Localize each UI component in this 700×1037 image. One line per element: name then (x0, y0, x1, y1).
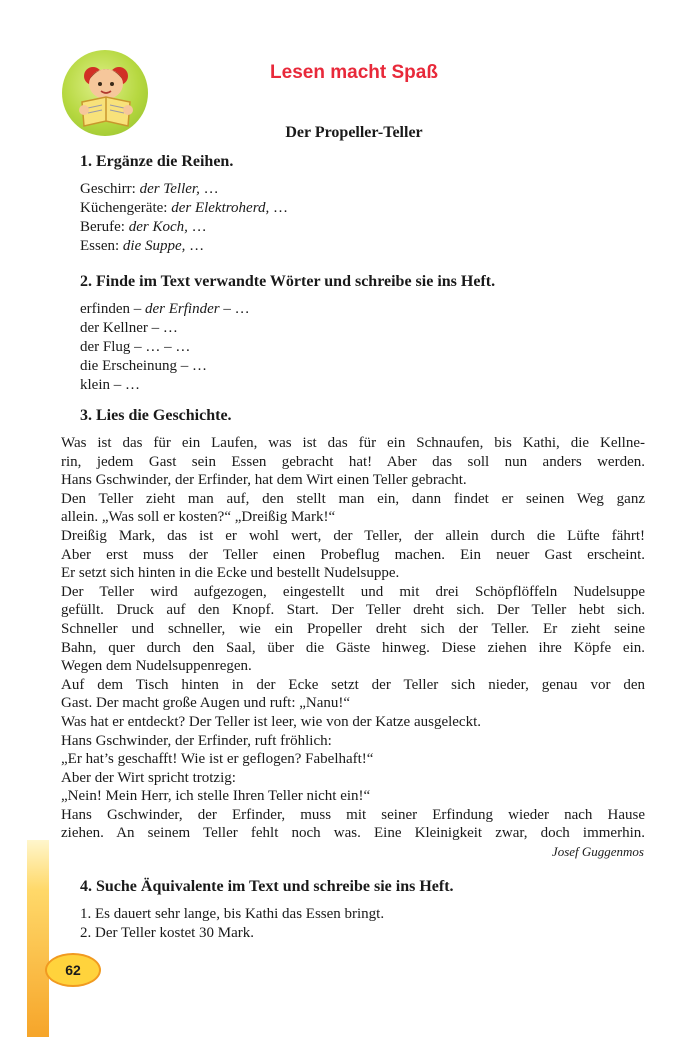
page-number-badge (45, 953, 101, 987)
story-text (61, 434, 645, 843)
task2-heading: 2. Finde im Text verwandte Wörter und schreibe sie ins Heft. (80, 273, 496, 290)
story-line: „Er hat’s geschafft! Wie ist er geflogen? Fabelhaft!“ (61, 751, 374, 768)
story-line: Den Teller zieht man auf, den stellt man ein, dann findet er seinen Weg ganz (61, 490, 645, 507)
task2-row: erfinden – der Erfinder – … (80, 301, 250, 317)
task2-row: die Erscheinung – … (80, 358, 208, 374)
story-line: Aber erst muss der Teller einen Probeflug machen. Ein neuer Gast erscheint. (61, 546, 645, 563)
story-line: Aber der Wirt spricht trotzig: (61, 769, 236, 786)
story-line: Hans Gschwinder, der Erfinder, ruft fröhlich: (61, 732, 332, 749)
task1-row: Berufe: der Koch, … (80, 219, 207, 235)
task4-heading: 4. Suche Äquivalente im Text und schreibe sie ins Heft. (80, 878, 454, 895)
task1-row: Küchengeräte: der Elektroherd, … (80, 200, 288, 216)
task2-list (80, 300, 250, 395)
story-line: Bahn, quer durch den Saal, über die Gäste hinweg. Diese ziehen ihre Köpfe ein. (61, 639, 645, 656)
story-line: Er setzt sich hinten in die Ecke und bestellt Nudelsuppe. (61, 565, 400, 582)
story-line: „Nein! Mein Herr, ich stelle Ihren Teller nicht ein!“ (61, 788, 371, 805)
story-line: Dreißig Mark, das ist er wohl wert, der Teller, der allein durch die Lüfte fährt! (61, 527, 645, 544)
story-line: Schneller und schneller, wie ein Propeller dreht sich der Teller. Er zieht seine (61, 620, 645, 637)
story-line: Was hat er entdeckt? Der Teller ist leer, wie von der Katze ausgeleckt. (61, 713, 482, 730)
story-line: rin, jedem Gast sein Essen gebracht hat! Aber das soll nun anders werden. (61, 453, 645, 470)
story-line: Der Teller wird aufgezogen, eingestellt und mit drei Schöpflöffeln Nudelsuppe (61, 583, 645, 600)
story-line: Wegen dem Nudelsuppenregen. (61, 658, 252, 675)
task1-list (80, 180, 288, 256)
task4-list (80, 905, 384, 943)
story-line: ziehen. An seinem Teller fehlt noch was. Eine Kleinigkeit zwar, doch immerhin. (61, 825, 645, 842)
task1-row: Geschirr: der Teller, … (80, 181, 219, 197)
story-author: Josef Guggenmos (551, 844, 644, 859)
task3-heading: 3. Lies die Geschichte. (80, 407, 232, 424)
story-title: Der Propeller-Teller (285, 124, 423, 141)
task2-row: der Flug – … – … (80, 339, 191, 355)
task2-row: klein – … (80, 377, 140, 393)
story-line: Hans Gschwinder, der Erfinder, muss mit seiner Erfindung wieder nach Hause (61, 806, 645, 823)
task1-row: Essen: die Suppe, … (80, 238, 205, 254)
story-line: Was ist das für ein Laufen, was ist das für ein Schnaufen, bis Kathi, die Kellne- (61, 435, 645, 451)
task2-row: der Kellner – … (80, 320, 178, 336)
task1-heading: 1. Ergänze die Reihen. (80, 153, 234, 170)
story-line: gefüllt. Druck auf den Knopf. Start. Der Teller dreht sich. Der Teller hebt sich. (61, 602, 645, 619)
task4-row: 2. Der Teller kostet 30 Mark. (80, 925, 255, 941)
story-line: Hans Gschwinder, der Erfinder, hat dem Wirt einen Teller gebracht. (61, 472, 467, 489)
story-line: Auf dem Tisch hinten in der Ecke setzt der Teller sich nieder, genau vor den (61, 676, 645, 693)
story-line: allein. „Was soll er kosten?“ „Dreißig Mark!“ (61, 509, 336, 526)
page-number: 62 (65, 962, 81, 978)
decorative-side-bar (27, 840, 49, 1037)
task4-row: 1. Es dauert sehr lange, bis Kathi das Essen bringt. (80, 906, 385, 922)
story-line: Gast. Der macht große Augen und ruft: „Nanu!“ (61, 695, 351, 712)
section-title: Lesen macht Spaß (270, 62, 438, 83)
